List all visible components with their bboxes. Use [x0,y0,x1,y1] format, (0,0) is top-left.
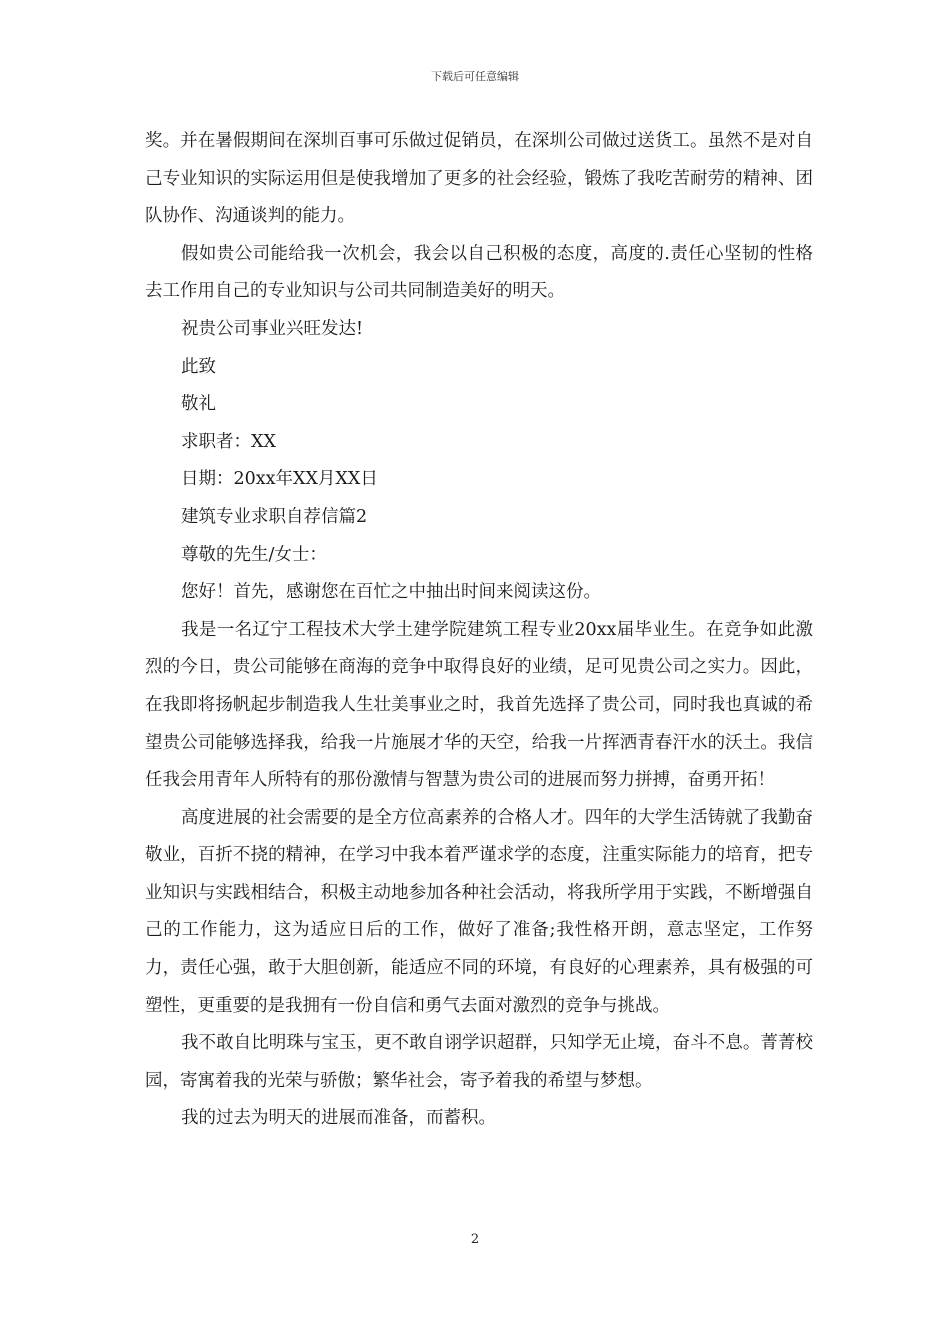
paragraph-2: 假如贵公司能给我一次机会，我会以自己积极的态度，高度的.责任心坚韧的性格去工作用自己的专业知识与公司共同制造美好的明天。 [145,243,813,302]
paragraph-10: 您好！首先，感谢您在百忙之中抽出时间来阅读这份。 [181,582,601,603]
paragraph-3: 祝贵公司事业兴旺发达! [181,318,364,339]
paragraph-5: 敬礼 [181,394,216,415]
page-header: 下载后可任意编辑 [431,70,519,83]
paragraph-7: 日期：20xx年XX月XX日 [181,469,378,490]
paragraph-6: 求职者：XX [181,431,276,452]
paragraph-13: 我不敢自比明珠与宝玉，更不敢自诩学识超群，只知学无止境，奋斗不息。菁菁校园，寄寓着我的光荣与骄傲；繁华社会，寄予着我的希望与梦想。 [145,1033,813,1091]
paragraph-1: 奖。并在暑假期间在深圳百事可乐做过促销员，在深圳公司做过送货工。虽然不是对自己专业知识的实际运用但是使我增加了更多的社会经验，锻炼了我吃苦耐劳的精神、团队协作、沟通谈判的能力。 [145,131,813,227]
page-number: 2 [470,1232,480,1247]
paragraph-11: 我是一名辽宁工程技术大学土建学院建筑工程专业20xx届毕业生。在竞争如此激烈的今日，贵公司能够在商海的竞争中取得良好的业绩，足可见贵公司之实力。因此，在我即将扬帆起步制造我人生壮美事业之时，我首先选择了贵公司，同时我也真诚的希望贵公司能够选择我，给我一片施展才华的天空，给我一片挥洒青春汗水的沃土。我信任我会用青年人所特有的那份激情与智慧为贵公司的进展而努力拼搏，奋勇开拓！ [145,619,813,791]
document-body [145,123,813,1138]
paragraph-4: 此致 [181,356,216,377]
paragraph-9: 尊敬的先生/女士： [181,544,327,565]
paragraph-8: 建筑专业求职自荐信篇2 [181,506,368,527]
paragraph-12: 高度进展的社会需要的是全方位高素养的合格人才。四年的大学生活铸就了我勤奋敬业，百折不挠的精神，在学习中我本着严谨求学的态度，注重实际能力的培育，把专业知识与实践相结合，积极主动地参加各种社会活动，将我所学用于实践，不断增强自己的工作能力，这为适应日后的工作，做好了准备;我性格开朗，意志坚定，工作努力，责任心强，敢于大胆创新，能适应不同的环境，有良好的心理素养，具有极强的可塑性，更重要的是我拥有一份自信和勇气去面对激烈的竞争与挑战。 [145,807,813,1016]
paragraph-14: 我的过去为明天的进展而准备，而蓄积。 [181,1108,496,1129]
